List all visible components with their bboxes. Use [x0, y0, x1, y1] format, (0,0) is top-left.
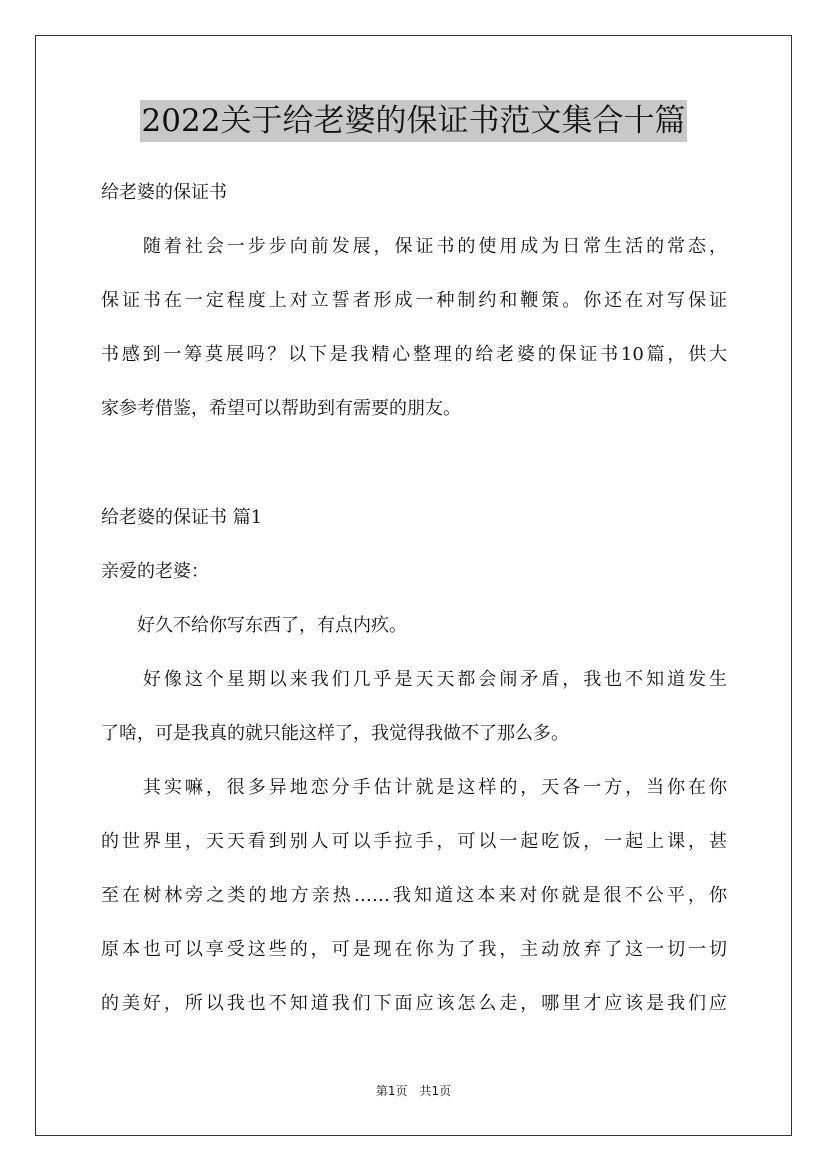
paragraph-3-line-5: 的美好，所以我也不知道我们下面应该怎么走，哪里才应该是我们应 [101, 993, 727, 1014]
intro-line-4: 家参考借鉴，希望可以帮助到有需要的朋友。 [101, 398, 461, 419]
paragraph-2-line-1: 好像这个星期以来我们几乎是天天都会闹矛盾，我也不知道发生 [101, 669, 727, 690]
document-title: 2022关于给老婆的保证书范文集合十篇 [140, 100, 688, 142]
paragraph-3-line-3: 至在树林旁之类的地方亲热……我知道这本来对你就是很不公平，你 [101, 885, 727, 906]
paragraph-2-line-2: 了啥，可是我真的就只能这样了，我觉得我做不了那么多。 [101, 723, 569, 744]
page-footer: 第1页 共1页 [375, 1084, 452, 1098]
intro-line-1: 随着社会一步步向前发展，保证书的使用成为日常生活的常态， [101, 236, 727, 257]
title-container [0, 100, 827, 142]
intro-line-2: 保证书在一定程度上对立誓者形成一种制约和鞭策。你还在对写保证 [101, 290, 727, 311]
paragraph-3-line-4: 原本也可以享受这些的，可是现在你为了我，主动放弃了这一切一切 [101, 939, 727, 960]
section-heading: 给老婆的保证书 篇1 [101, 507, 263, 528]
intro-line-3: 书感到一筹莫展吗？以下是我精心整理的给老婆的保证书10篇，供大 [101, 344, 727, 365]
paragraph-1-line-1: 好久不给你写东西了，有点内疚。 [101, 615, 407, 636]
intro-heading: 给老婆的保证书 [101, 182, 227, 203]
paragraph-3-line-1: 其实嘛，很多异地恋分手估计就是这样的，天各一方，当你在你 [101, 777, 727, 798]
salutation: 亲爱的老婆： [101, 561, 209, 582]
paragraph-3-line-2: 的世界里，天天看到别人可以手拉手，可以一起吃饭，一起上课，甚 [101, 831, 727, 852]
